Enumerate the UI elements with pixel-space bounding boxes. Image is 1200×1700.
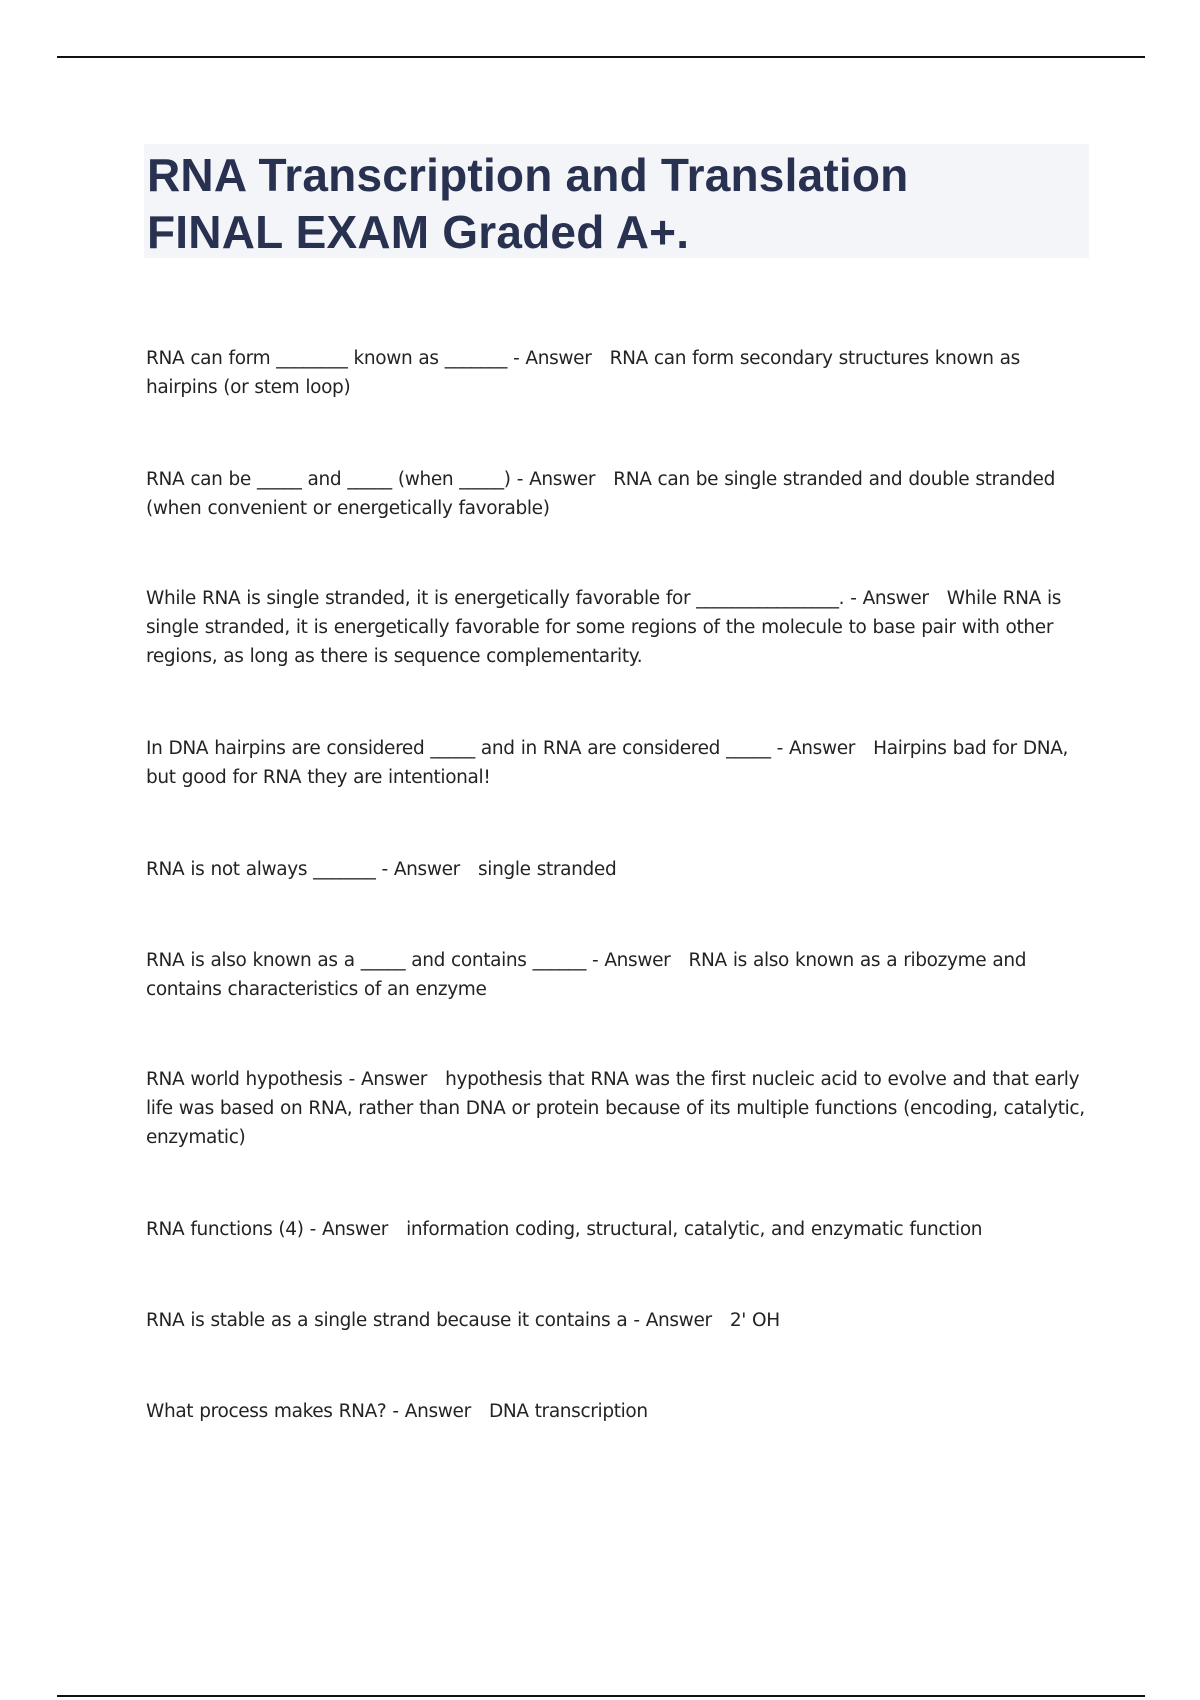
- question-text: What process makes RNA?: [146, 1401, 387, 1422]
- answer-separator: - Answer: [510, 469, 614, 490]
- question-text: RNA is not always _______: [146, 859, 376, 880]
- question-text: In DNA hairpins are considered _____ and in RNA are considered _____: [146, 738, 771, 759]
- answer-text: RNA can be single stranded and double stranded (when convenient or energetically favorable): [146, 469, 1055, 519]
- qa-item: [146, 344, 1086, 402]
- title-line-1: RNA Transcription and Translation: [147, 149, 909, 201]
- question-text: RNA is stable as a single strand because it contains a: [146, 1310, 628, 1331]
- question-text: RNA can form ________ known as _______: [146, 348, 508, 369]
- question-text: While RNA is single stranded, it is energetically favorable for ________________.: [146, 588, 845, 609]
- qa-item: [146, 734, 1086, 792]
- answer-text: information coding, structural, catalytic, and enzymatic function: [406, 1219, 983, 1240]
- answer-separator: - Answer: [375, 859, 479, 880]
- answer-separator: - Answer: [507, 348, 610, 369]
- answer-text: DNA transcription: [488, 1401, 648, 1422]
- answer-text: Hairpins bad for DNA, but good for RNA they are intentional!: [146, 738, 1069, 788]
- answer-text: While RNA is single stranded, it is energetically favorable for some regions of the molecule to base pair with other regions, as long as there is sequence complementarity.: [146, 588, 1062, 667]
- answer-text: RNA is also known as a ribozyme and contains characteristics of an enzyme: [146, 950, 1027, 1000]
- title-banner: [144, 144, 1089, 258]
- answer-separator: - Answer: [844, 588, 947, 609]
- question-text: RNA functions (4): [146, 1219, 304, 1240]
- answer-separator: - Answer: [386, 1401, 489, 1422]
- answer-separator: - Answer: [585, 950, 689, 971]
- qa-item: [146, 1306, 1086, 1335]
- title-line-2: FINAL EXAM Graded A+.: [147, 206, 690, 258]
- document-title: [147, 147, 1086, 261]
- answer-text: 2' OH: [729, 1310, 780, 1331]
- top-rule: [57, 56, 1145, 58]
- answer-separator: - Answer: [342, 1069, 446, 1090]
- question-text: RNA is also known as a _____ and contains ______: [146, 950, 586, 971]
- answer-text: hypothesis that RNA was the first nucleic acid to evolve and that early life was based on RNA, rather than DNA or protein because of its multiple functions (encoding, catalytic, enzymatic): [146, 1069, 1085, 1148]
- qa-item: [146, 465, 1086, 523]
- answer-text: RNA can form secondary structures known as hairpins (or stem loop): [146, 348, 1020, 398]
- bottom-rule: [57, 1695, 1145, 1697]
- qa-item: [146, 1065, 1086, 1152]
- qa-item: [146, 946, 1086, 1004]
- answer-separator: - Answer: [627, 1310, 730, 1331]
- qa-item: [146, 584, 1086, 671]
- answer-separator: - Answer: [303, 1219, 407, 1240]
- qa-item: [146, 1215, 1086, 1244]
- answer-text: single stranded: [478, 859, 617, 880]
- question-text: RNA world hypothesis: [146, 1069, 343, 1090]
- qa-item: [146, 1397, 1086, 1426]
- question-text: RNA can be _____ and _____ (when _____): [146, 469, 511, 490]
- qa-item: [146, 855, 1086, 884]
- answer-separator: - Answer: [770, 738, 874, 759]
